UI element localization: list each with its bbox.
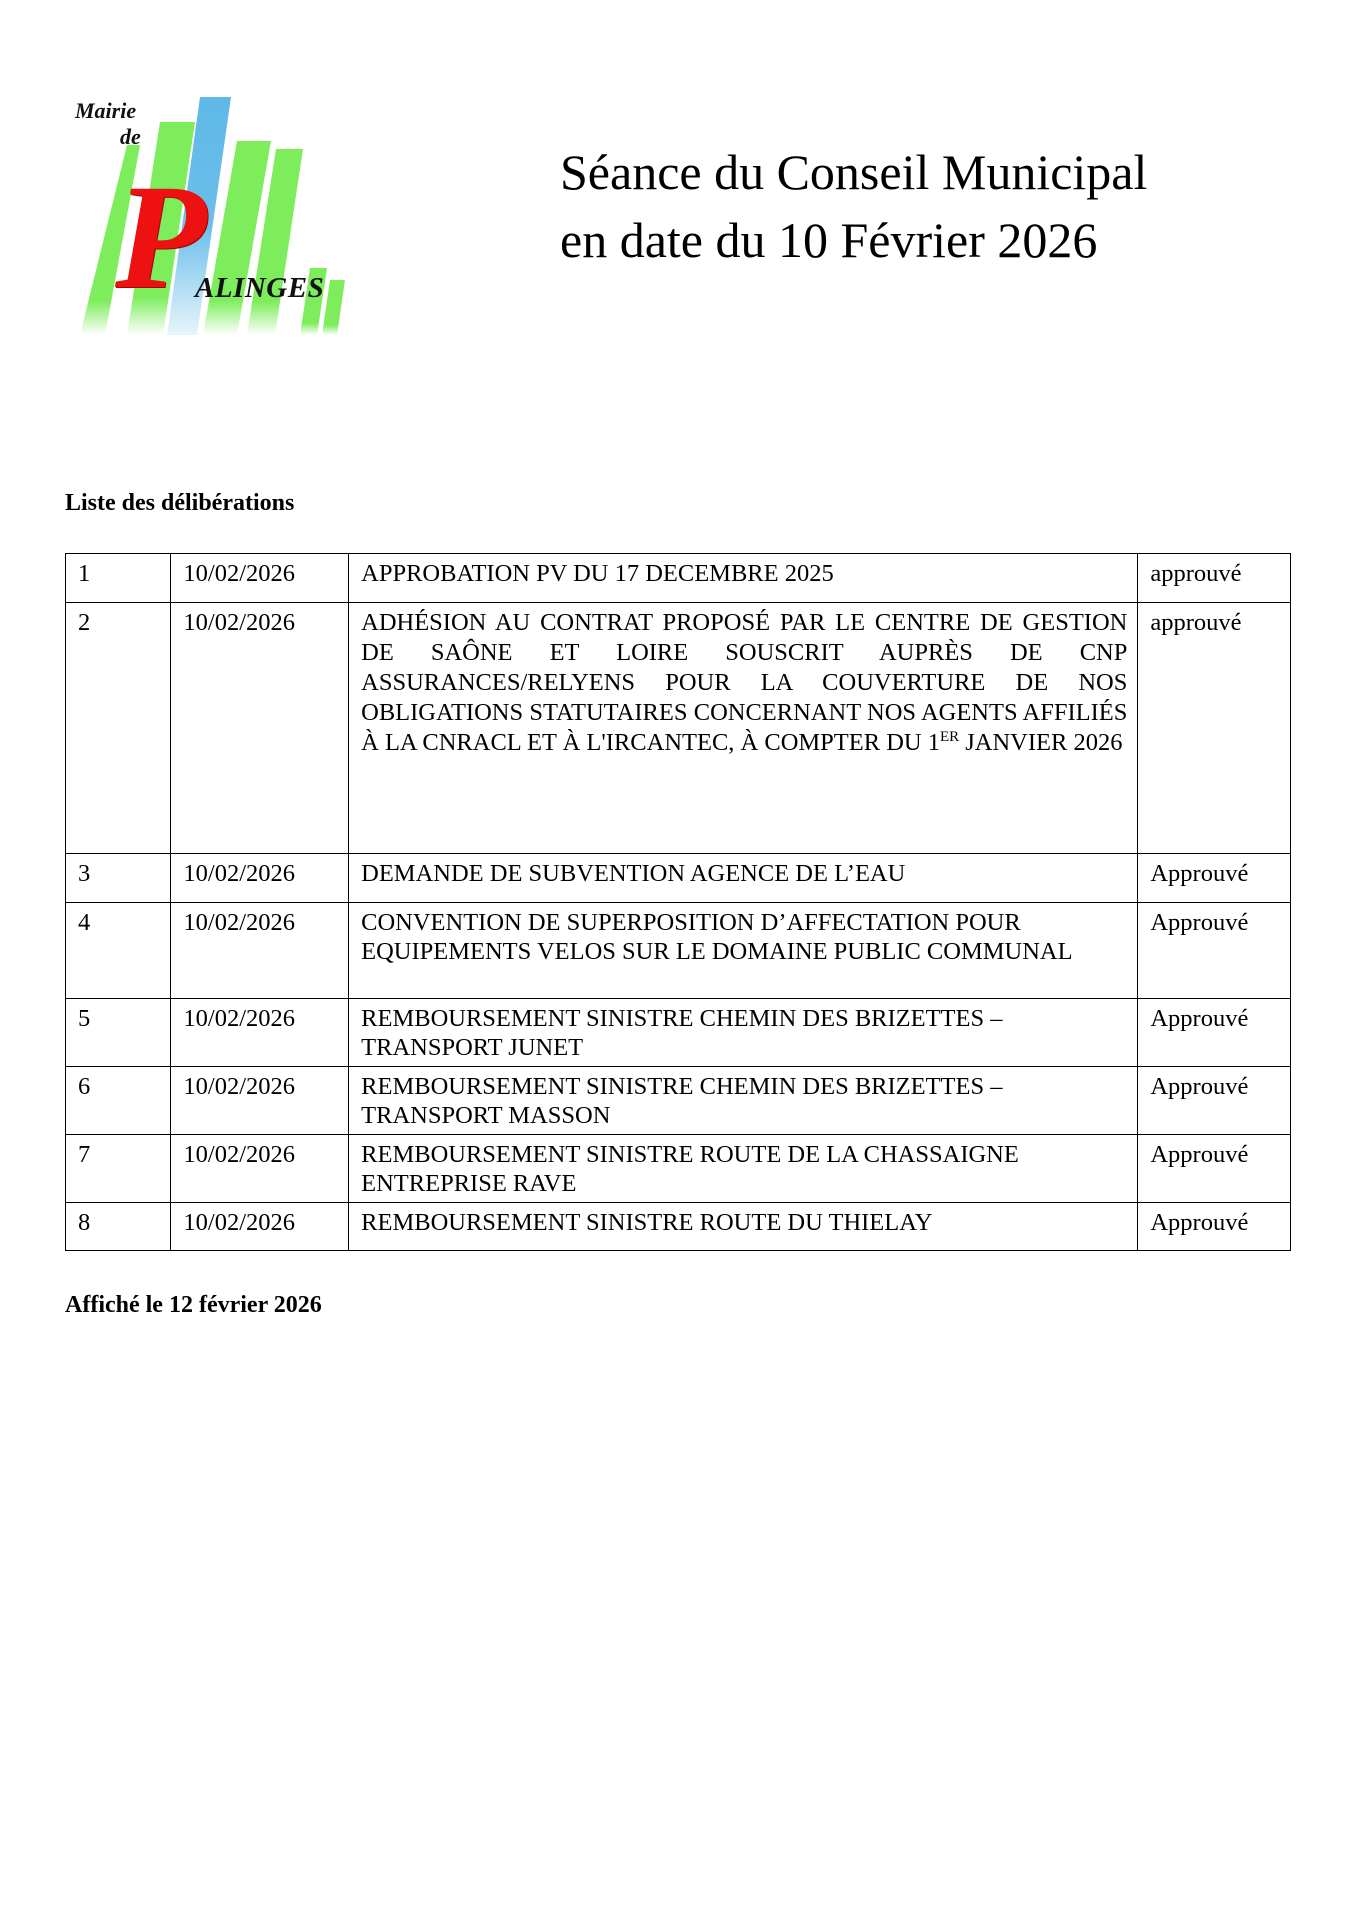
logo-text-de: de xyxy=(120,124,141,149)
cell-resultat: Approuvé xyxy=(1138,903,1291,999)
table-row xyxy=(66,999,1291,1067)
logo-text-alinges: ALINGES xyxy=(195,272,325,304)
cell-objet: REMBOURSEMENT SINISTRE ROUTE DE LA CHASSAIGNE ENTREPRISE RAVE xyxy=(349,1135,1138,1203)
cell-resultat: Approuvé xyxy=(1138,1203,1291,1251)
cell-objet: REMBOURSEMENT SINISTRE CHEMIN DES BRIZETTES – TRANSPORT MASSON xyxy=(349,1067,1138,1135)
cell-resultat: Approuvé xyxy=(1138,1067,1291,1135)
table-row xyxy=(66,603,1291,854)
cell-resultat: Approuvé xyxy=(1138,1135,1291,1203)
cell-num: 5 xyxy=(66,999,171,1067)
cell-date: 10/02/2026 xyxy=(171,603,349,854)
cell-num: 4 xyxy=(66,903,171,999)
cell-date: 10/02/2026 xyxy=(171,1135,349,1203)
table-row xyxy=(66,1203,1291,1251)
cell-date: 10/02/2026 xyxy=(171,1203,349,1251)
mairie-palinges-logo xyxy=(75,90,360,340)
page-title xyxy=(560,138,1147,274)
section-title: Liste des délibérations xyxy=(65,490,295,516)
cell-date: 10/02/2026 xyxy=(171,554,349,603)
cell-objet xyxy=(349,603,1138,854)
logo-text-mairie: Mairie xyxy=(75,98,137,123)
cell-resultat: Approuvé xyxy=(1138,854,1291,903)
cell-resultat: approuvé xyxy=(1138,554,1291,603)
cell-objet: REMBOURSEMENT SINISTRE CHEMIN DES BRIZETTES – TRANSPORT JUNET xyxy=(349,999,1138,1067)
table-row xyxy=(66,903,1291,999)
objet-superscript: ER xyxy=(939,729,960,745)
objet-text: ADHÉSION AU CONTRAT PROPOSÉ PAR LE CENTRE DE GESTION DE SAÔNE ET LOIRE SOUSCRIT AUPRÈS DE CNP ASSURANCES/RELYENS POUR LA COUVERTURE DE NOS OBLIGATIONS STATUTAIRES CONCERNANT NOS AGENTS AFFILIÉS À LA CNRACL ET À L'IRCANTEC, À COMPTER DU 1 xyxy=(361,609,1128,756)
cell-objet: APPROBATION PV DU 17 DECEMBRE 2025 xyxy=(349,554,1138,603)
cell-objet: REMBOURSEMENT SINISTRE ROUTE DU THIELAY xyxy=(349,1203,1138,1251)
cell-num: 1 xyxy=(66,554,171,603)
deliberations-table xyxy=(65,553,1291,1251)
table-row xyxy=(66,854,1291,903)
cell-date: 10/02/2026 xyxy=(171,903,349,999)
cell-date: 10/02/2026 xyxy=(171,1067,349,1135)
cell-date: 10/02/2026 xyxy=(171,854,349,903)
table-row xyxy=(66,1067,1291,1135)
objet-text-end: JANVIER 2026 xyxy=(959,729,1123,756)
table-row xyxy=(66,1135,1291,1203)
posting-date-note: Affiché le 12 février 2026 xyxy=(65,1292,322,1318)
cell-num: 2 xyxy=(66,603,171,854)
cell-date: 10/02/2026 xyxy=(171,999,349,1067)
cell-objet: DEMANDE DE SUBVENTION AGENCE DE L’EAU xyxy=(349,854,1138,903)
cell-num: 3 xyxy=(66,854,171,903)
cell-num: 7 xyxy=(66,1135,171,1203)
cell-num: 8 xyxy=(66,1203,171,1251)
cell-resultat: Approuvé xyxy=(1138,999,1291,1067)
title-line-1: Séance du Conseil Municipal xyxy=(560,144,1148,200)
title-line-2: en date du 10 Février 2026 xyxy=(560,212,1098,268)
logo-initial-p: P xyxy=(115,154,207,320)
cell-num: 6 xyxy=(66,1067,171,1135)
table-row xyxy=(66,554,1291,603)
cell-resultat: approuvé xyxy=(1138,603,1291,854)
cell-objet: CONVENTION DE SUPERPOSITION D’AFFECTATION POUR EQUIPEMENTS VELOS SUR LE DOMAINE PUBLIC COMMUNAL xyxy=(349,903,1138,999)
